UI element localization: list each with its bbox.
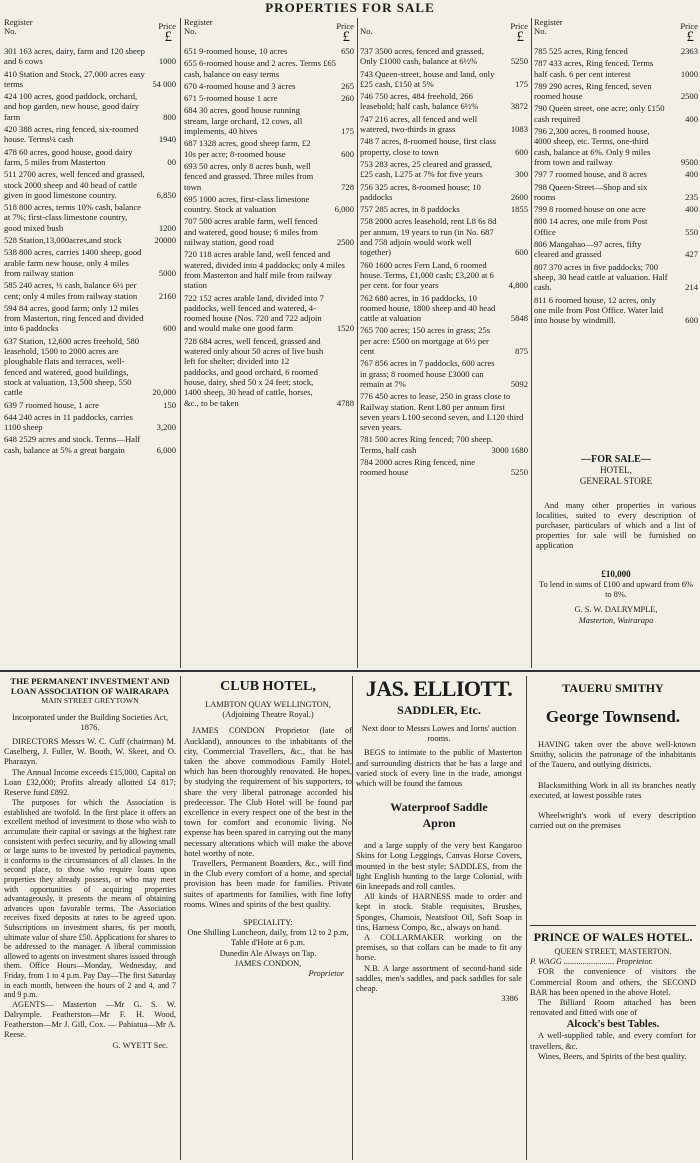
listing-text: 790 Queen street, one acre; only £150 cash required xyxy=(534,103,665,124)
listing-text: 693 50 acres, only 8 acres bush, well fenced and grassed. Three miles from town xyxy=(184,160,314,192)
listing-entry xyxy=(534,239,698,260)
pound-symbol: £ xyxy=(686,29,694,45)
column-header xyxy=(4,18,176,46)
listing-price: 728 xyxy=(341,181,354,192)
listing-price: 2160 xyxy=(158,290,176,301)
prince-title: PRINCE OF WALES HOTEL. xyxy=(533,930,693,944)
listing-price: 600 xyxy=(515,146,528,157)
listing-entry xyxy=(360,457,528,478)
column-header xyxy=(534,18,698,46)
sale-lend: To lend in sums of £100 and upward from 6% to 8%. xyxy=(538,580,694,599)
listing-entry xyxy=(4,46,176,67)
listing-column-2 xyxy=(184,18,354,410)
column-header xyxy=(184,18,354,46)
elliott-p4: A COLLARMAKER working on the premises, so that collars can be made to fit any horse. xyxy=(356,933,522,963)
listing-entry xyxy=(360,434,528,455)
listing-price: 300 xyxy=(515,169,528,180)
club-adjoining: (Adjoining Theatre Royal.) xyxy=(222,710,314,720)
smithy-name: George Townsend. xyxy=(545,707,681,726)
listing-price: 2600 xyxy=(510,191,528,202)
listing-entry xyxy=(360,91,528,112)
club-title: CLUB HOTEL, xyxy=(220,679,316,694)
listing-text: 746 750 acres, 484 freehold, 266 leasehold; half cash, balance 6½% xyxy=(360,91,479,112)
listing-text: 518 800 acres, terms 10% cash, balance at 7%; first-class limestone country, good mixed bush xyxy=(4,202,141,233)
listing-text: 796 2,300 acres, 8 roomed house, 4000 sheep, etc. Terms, one-third cash, balance at 6%. Only 9 miles from town and railway xyxy=(534,126,651,167)
listing-entry xyxy=(184,93,354,103)
listing-text: 651 9-roomed house, 10 acres xyxy=(184,46,288,56)
listing-entry xyxy=(4,124,176,145)
elliott-p5: N.B. A large assortment of second-hand side saddles, men's saddles, and pack saddles for sale cheap. xyxy=(356,963,522,994)
smithy-p3: Wheelwright's work of every description carried out on the premises xyxy=(530,811,696,831)
listing-text: 594 84 acres, good farm; only 12 miles from Masterton, ring fenced and divided into 6 paddocks xyxy=(4,302,144,334)
listing-entry xyxy=(184,105,354,136)
listing-price: 20,000 xyxy=(152,387,176,398)
prince-address: QUEEN STREET, MASTERTON. xyxy=(554,947,672,956)
listing-price: 3000 1680 xyxy=(491,444,528,455)
column-header xyxy=(360,18,528,46)
club-address: LAMBTON QUAY WELLINGTON, xyxy=(205,700,331,709)
sale-body: And many other properties in various localities, suited to every description of purchaser, particulars of which and a list of properties for sale will be furnished on application xyxy=(536,501,696,550)
listing-entry xyxy=(184,249,354,290)
listing-column-4 xyxy=(534,18,698,327)
listing-text: 784 2000 acres Ring fenced, nine roomed house xyxy=(360,456,476,478)
listing-entry xyxy=(534,103,698,124)
sale-line2: GENERAL STORE xyxy=(579,476,653,486)
listing-text: 785 525 acres, Ring fenced xyxy=(534,46,628,56)
listing-text: 776 450 acres to lease, 250 in grass close to Railway station. Rent L80 per annum first seven years L100 second seven, and L120 third seven years. xyxy=(360,391,524,433)
listing-price: 260 xyxy=(341,93,354,104)
listing-text: 798 Queen-Street—Shop and six rooms xyxy=(534,181,648,202)
price-label: Price xyxy=(510,21,528,31)
listing-text: 720 118 acres arable land, well fenced and watered, divided into 4 paddocks; only 4 miles from Masterton and half mile from railway station xyxy=(184,249,345,291)
price-label: Price xyxy=(680,21,698,31)
listing-entry xyxy=(360,114,528,135)
for-sale-notice xyxy=(536,454,696,626)
listing-entry xyxy=(534,126,698,167)
elliott-code: 3386 xyxy=(501,994,518,1004)
prince-of-wales-ad xyxy=(530,930,696,1062)
listing-price: 214 xyxy=(685,282,698,293)
elliott-p2: and a large supply of the very best Kangaroo Skins for Long Leggings, Canvas Horse Covers, mounted in the best style; SADDLES, from the light English hunting to the large Colonial, with 6in kneepads and roll cantles. xyxy=(356,841,522,892)
listing-column-1 xyxy=(4,18,176,457)
club-lunch: One Shilling Luncheon, daily, from 12 to 2 p.m, xyxy=(187,928,349,938)
listing-entry xyxy=(184,46,354,56)
listing-text: 757 285 acres, in 8 paddocks xyxy=(360,204,460,215)
pound-symbol: £ xyxy=(516,29,524,45)
listing-price: 5000 xyxy=(158,267,176,278)
listing-price: 800 xyxy=(163,111,176,122)
listing-price: 550 xyxy=(685,226,698,237)
listing-price: 3,200 xyxy=(156,422,176,433)
prince-p2: The Billiard Room attached has been renovated and fitted with one of xyxy=(530,998,696,1018)
listing-text: 758 2000 acres leasehold, rent L8 6s 8d per annum, 19 years to run (in No. 687 and 758 adjoin would work well together) xyxy=(360,216,497,258)
listing-text: 767 856 acres in 7 paddocks, 600 acres in grass; 8 roomed house £3000 can remain at 7% xyxy=(360,358,495,389)
listing-price: 400 xyxy=(685,204,698,215)
listing-price: 9500 xyxy=(680,156,698,167)
listing-price: 875 xyxy=(515,346,528,357)
listing-text: 410 Station and Stock, 27,000 acres easy terms xyxy=(4,68,145,89)
listing-entry xyxy=(360,46,528,67)
listing-text: 655 6-roomed house and 2 acres. Terms £65 cash, balance on easy terms xyxy=(184,58,336,79)
no-word: No. xyxy=(184,26,197,36)
listing-entry xyxy=(360,325,528,356)
investment-address: MAIN STREET GREYTOWN xyxy=(41,696,139,706)
prince-p4: Wines, Beers, and Spirits of the best quality. xyxy=(538,1051,687,1061)
listing-text: 760 1600 acres Fern Land, 6 roomed house. Terms, £1,000 cash; £3,200 at 6 per cent. for four years xyxy=(360,259,494,291)
listing-entry xyxy=(184,138,354,159)
listing-price: 1083 xyxy=(510,124,528,135)
club-special: SPECIALITY: xyxy=(243,918,293,928)
listing-text: 670 4-roomed house and 3 acres xyxy=(184,80,296,91)
listing-entry xyxy=(534,295,698,326)
investment-body: The purposes for which the Association is established are twofold. In the first place it offers an excellent method of investment to those who wish to accumulate their capital or savings at the highest rate consistent with perfect security, and by allowing small or large sums to be invested by periodical payments, it conforms to the circumstances of all classes. In the second place, to those who require loans upon properties they already possess, or who may meet with opportunities of acquiring properties advantageously, it presents the means of obtaining advances upon favorable terms. The Association receives fixed deposits at rates to be agreed upon. Subscriptions on investment shares, 6s per month, ultimate value of share £50. Applications for shares to be addressed to the manager. A liberal commission allowed to agents on investment shares issued through them. Office Hours—Monday, Wednesday, and Friday, from 1 to 4 p.m. Pay Day—The first Saturday in each month, between the hours of 2 and 4, and 7 and 9 p.m. xyxy=(4,798,176,1000)
smithy-title: TAUERU SMITHY xyxy=(562,681,664,695)
listing-entry xyxy=(184,293,354,334)
listing-entry xyxy=(4,235,176,245)
listing-price: 6,850 xyxy=(156,189,176,200)
listing-text: 806 Mangahao—97 acres, fifty cleared and grassed xyxy=(534,239,642,260)
listing-price: 265 xyxy=(341,80,354,91)
listing-entry xyxy=(360,136,528,157)
listing-text: 789 290 acres, Ring fenced, seven roomed house xyxy=(534,80,652,102)
listing-entry xyxy=(360,204,528,214)
listing-price: 6,000 xyxy=(334,204,354,215)
listing-entry xyxy=(4,69,176,90)
listing-text: 765 700 acres; 150 acres in grass; 25s per acre: £500 on mortgage at 6½ per cent xyxy=(360,325,491,357)
listing-entry xyxy=(534,46,698,56)
listing-price: 20000 xyxy=(154,235,176,246)
listing-entry xyxy=(184,161,354,192)
listing-column-3 xyxy=(360,18,528,480)
listing-price: 2500 xyxy=(336,237,354,248)
listing-entry xyxy=(360,293,528,324)
listing-text: 671 5-roomed house 1 acre xyxy=(184,93,278,104)
listing-price: 5250 xyxy=(510,56,528,67)
investment-association-ad xyxy=(4,676,176,1051)
listing-price: 600 xyxy=(341,148,354,159)
investment-sign: G. WYETT Sec. xyxy=(112,1040,168,1050)
listing-entry xyxy=(360,260,528,291)
listing-entry xyxy=(4,336,176,398)
listing-text: 639 7 roomed house, 1 acre xyxy=(4,399,99,410)
listing-price: 2500 xyxy=(680,91,698,102)
listing-price: 400 xyxy=(685,113,698,124)
page-title: PROPERTIES FOR SALE xyxy=(265,0,435,15)
register-label xyxy=(360,18,373,36)
listing-price: 5092 xyxy=(510,378,528,389)
listing-price: 175 xyxy=(515,78,528,89)
listing-text: 748 7 acres, 8-roomed house, first class property, close to town xyxy=(360,136,497,157)
elliott-sub: SADDLER, Etc. xyxy=(397,703,481,717)
listing-entry xyxy=(4,247,176,278)
listing-price: 1855 xyxy=(510,204,528,215)
club-dunedin: Dunedin Ale Always on Tap. xyxy=(219,948,317,958)
prince-prop: P. WAGG ........................ Proprietor. xyxy=(530,957,653,967)
listing-text: 585 240 acres, ⅓ cash, balance 6½ per cent; only 4 miles from railway station xyxy=(4,280,138,301)
listing-entry xyxy=(4,303,176,334)
register-label xyxy=(4,18,33,36)
listing-entry xyxy=(360,182,528,203)
smithy-p2: Blacksmithing Work in all its branches neatly executed, at lowest possible rates xyxy=(530,780,696,800)
listing-text: 762 680 acres, in 16 paddocks, 10 roomed house, 1800 sheep and 40 head cattle at valuation xyxy=(360,292,496,324)
listing-entry xyxy=(534,262,698,293)
listing-entry xyxy=(4,169,176,200)
listing-entry xyxy=(4,202,176,233)
listing-price: 6,000 xyxy=(156,444,176,455)
listing-text: 722 152 acres arable land, divided into 7 paddocks, well fenced and watered, 4-roomed house (Nos. 720 and 722 adjoin and would make one good farm xyxy=(184,292,324,334)
elliott-title: JAS. ELLIOTT. xyxy=(365,676,513,701)
listing-entry xyxy=(184,216,354,247)
listing-price: 4788 xyxy=(336,397,354,408)
listing-text: 511 2700 acres, well fenced and grassed, stock 2000 sheep and 40 head of cattle given in good limestone country. xyxy=(4,169,145,200)
investment-agents: AGENTS— Masterton —Mr G. S. W. Dalrymple. Featherston—Mr F. H. Wood, Featherston—Mr J. Gill, Cox. — Pahiatua—Mr A. Reese. xyxy=(4,999,176,1040)
prince-p1: FOR the convenience of visitors the Commercial Room and others, the SECOND BAR has been opened in the above Hotel. xyxy=(530,967,696,997)
register-label xyxy=(534,18,563,36)
taueru-smithy-ad xyxy=(530,676,696,831)
listing-text: 797 7 roomed house, and 8 acres xyxy=(534,169,647,180)
sale-line1: HOTEL, xyxy=(600,465,632,475)
listing-entry xyxy=(360,216,528,257)
listing-price: 1000 xyxy=(680,68,698,79)
listing-entry xyxy=(534,204,698,214)
no-word: No. xyxy=(4,26,17,36)
listing-text: 538 800 acres, carries 1400 sheep, good arable farm new house, only 4 miles from railway station xyxy=(4,247,142,278)
listing-price: 600 xyxy=(685,315,698,326)
listing-text: 644 240 acres in 11 paddocks, carries 1100 sheep xyxy=(4,411,133,433)
investment-income: The Annual Income exceeds £15,000, Capital on Loan £32,000; Profits already allotted £4 817; Reserve fund £892. xyxy=(4,767,176,798)
listing-text: 799 8 roomed house on one acre xyxy=(534,204,646,215)
smithy-p1: HAVING taken over the above well-known Smithy, solicits the patronage of the inhabitants of the Taueru, and outlying districts. xyxy=(530,740,696,770)
listing-text: 756 325 acres, 8-roomed house; 10 paddocks xyxy=(360,181,481,202)
listing-entry xyxy=(4,280,176,301)
listing-text: 424 100 acres, good paddock, orchard, and hop garden, new house, good dairy farm xyxy=(4,91,140,122)
listing-entry xyxy=(534,216,698,237)
club-hotel-ad xyxy=(184,676,352,979)
prince-p3: A well-supplied table, and every comfort for travellers, &c. xyxy=(530,1031,696,1051)
listing-entry xyxy=(534,169,698,179)
listing-entry xyxy=(534,182,698,203)
listing-text: 420 388 acres, ring fenced, six-roomed house. Terms¼ cash xyxy=(4,124,139,145)
listing-text: 648 2529 acres and stock. Terms—Half cash, balance at 5% a great bargain xyxy=(4,434,141,455)
listing-text: 528 Station,13,000acres,and stock xyxy=(4,235,122,246)
listing-text: 800 14 acres, one mile from Post Office xyxy=(534,216,648,237)
listing-price: 400 xyxy=(685,169,698,180)
listing-entry xyxy=(360,391,528,432)
listing-entry xyxy=(534,81,698,102)
listing-price: 5848 xyxy=(510,313,528,324)
listing-price: 1000 xyxy=(158,56,176,67)
listing-entry xyxy=(184,81,354,91)
club-role: Proprietor xyxy=(308,969,344,979)
elliott-p3: All kinds of HARNESS made to order and kept in stock. Stable requisites, Brushes, Sponges, Chamois, Neatsfoot Oil, Soft Soap in tins, Harness Compo, &c., always on hand. xyxy=(356,892,522,932)
register-word: Register xyxy=(4,17,33,27)
listing-price: 3872 xyxy=(510,101,528,112)
listing-price: 175 xyxy=(341,126,354,137)
investment-incorporated: Incorporated under the Building Societies Act, 1876. xyxy=(12,712,168,732)
investment-directors: DIRECTORS Messrs W. C. Cuff (chairman) M. Caselberg, J. Fuller, W. Booth, W. Skeet, and O. Pharazyn. xyxy=(4,737,176,767)
sale-heading: —FOR SALE— xyxy=(581,454,651,465)
listing-entry xyxy=(360,69,528,90)
club-p2: Travellers, Permanent Boarders, &c., will find in the Club every comfort of a home, and special provision has been made for families. Private suites of apartments for families, with fine lofty rooms. Wines and spirits of the best quality. xyxy=(184,859,352,909)
listing-text: 747 216 acres, all fenced and well watered, two-thirds in grass xyxy=(360,113,478,135)
listing-text: 743 Queen-street, house and land, only £25 cash, £150 at 5% xyxy=(360,68,495,89)
sale-name: G. S. W. DALRYMPLE, xyxy=(574,605,658,614)
listing-text: 707 500 acres arable farm, well fenced and watered, good house; 6 miles from railway station, good road xyxy=(184,216,318,248)
listing-entry xyxy=(360,358,528,389)
price-label: Price xyxy=(336,21,354,31)
no-word: No. xyxy=(534,26,547,36)
listing-price: 600 xyxy=(163,323,176,334)
listing-entry xyxy=(4,147,176,168)
listing-text: 781 500 acres Ring fenced; 700 sheep. Terms, half cash xyxy=(360,434,493,455)
no-word: No. xyxy=(360,26,373,36)
register-word: Register xyxy=(184,17,213,27)
listing-text: 301 163 acres, dairy, farm and 120 sheep and 6 cows xyxy=(4,46,145,67)
listing-price: 5250 xyxy=(510,467,528,478)
listing-entry xyxy=(184,194,354,215)
price-label: Price xyxy=(158,21,176,31)
listing-entry xyxy=(534,58,698,79)
listing-text: 637 Station, 12,600 acres freehold, 580 leasehold, 1500 to 2000 acres are ploughable flats and terraces, well-fenced and watered, good buildings, stock at valuation, 13,500 sheep, 550 cattle xyxy=(4,335,140,398)
listing-text: 807 370 acres in five paddocks; 700 sheep, 30 head cattle at valuation. Half cash. xyxy=(534,261,668,293)
listing-text: 811 6 roomed house, 12 acres, only one mile from Post Office. Water laid into house by windmill. xyxy=(534,294,664,326)
club-table: Table d'Hote at 6 p.m. xyxy=(231,938,305,948)
listing-entry xyxy=(4,412,176,433)
listing-entry xyxy=(4,400,176,410)
sale-place: Masterton, Wairarapa xyxy=(578,616,654,625)
listing-price: 235 xyxy=(685,191,698,202)
listing-price: 650 xyxy=(341,46,354,56)
listing-price: 600 xyxy=(515,247,528,258)
register-word: Register xyxy=(534,17,563,27)
club-p1: JAMES CONDON Proprietor (late of Auckland), announces to the inhabitants of the city, Commercial Travellers, &c., that he has taken the above commodious Family Hotel, which has been thoroughly renovated. He hopes, by studying the requirement of his supporters, to share the very liberal patronage accorded his predecessor. The Club Hotel will be found par excellence in every respect one of the best in the town for comfort and economic living. No expense has been spared in carrying out the many necessary alterations which will make the above hotel worthy of note. xyxy=(184,726,352,858)
club-sign: JAMES CONDON, xyxy=(234,958,302,968)
listing-price: 4,800 xyxy=(508,280,528,291)
listing-price: 150 xyxy=(163,399,176,410)
listing-entry xyxy=(4,434,176,455)
elliott-next: Next door to Messrs Lowes and Iorns' auction rooms. xyxy=(361,724,517,744)
listing-price: 1200 xyxy=(158,222,176,233)
listing-price: 00 xyxy=(167,156,176,167)
listing-entry xyxy=(184,58,354,79)
pound-symbol: £ xyxy=(164,29,172,45)
listing-price: 1940 xyxy=(158,134,176,145)
listing-entry xyxy=(184,336,354,408)
listing-text: 728 684 acres, well fenced, grassed and watered only about 50 acres of live bush left for shelter; divided into 12 paddocks, and good orchard, 6 roomed house, dairy, shed 50 x 24 feet; stock, 1400 sheep, 30 head of cattle, horses, &c., to be taken xyxy=(184,335,324,408)
register-label xyxy=(184,18,213,36)
investment-title: THE PERMANENT INVESTMENT AND LOAN ASSOCIATION OF WAIRARAPA xyxy=(10,676,170,697)
listing-entry xyxy=(360,159,528,180)
listing-text: 687 1328 acres, good sheep farm, £2 10s per acre; 8-roomed house xyxy=(184,138,311,159)
sale-amount: £10,000 xyxy=(601,569,631,579)
pound-symbol: £ xyxy=(342,29,350,45)
listing-price: 1520 xyxy=(336,323,354,334)
listing-text: 753 283 acres, 25 cleared and grassed, £25 cash, L275 at 7% for five years xyxy=(360,158,493,180)
listing-text: 737 3500 acres, fenced and grassed, Only £1000 cash, balance at 6½% xyxy=(360,46,484,67)
elliott-p1: BEGS to intimate to the public of Masterton and surrounding districts that he has a large and varied stock of every line in the trade, amongst which will be found the famous xyxy=(356,748,522,789)
listing-price: 54 000 xyxy=(152,78,176,89)
elliott-apron: Waterproof Saddle Apron xyxy=(390,800,488,831)
listing-entry xyxy=(4,91,176,122)
elliott-saddler-ad xyxy=(356,676,522,1004)
listing-price: 2363 xyxy=(680,46,698,56)
listing-text: 478 60 acres, good house, good dairy farm, 5 miles from Masterton xyxy=(4,146,133,167)
listing-price: 427 xyxy=(685,249,698,260)
listing-text: 695 1000 acres, first-class limestone country. Stock at valuation xyxy=(184,193,310,215)
prince-alcock: Alcock's best Tables. xyxy=(566,1019,660,1031)
listing-text: 684 30 acres, good house running stream, large orchard, 12 cows, all implements, 40 hives xyxy=(184,105,303,137)
listing-text: 787 433 acres, Ring fenced. Terms half cash. 6 per cent interest xyxy=(534,58,654,79)
